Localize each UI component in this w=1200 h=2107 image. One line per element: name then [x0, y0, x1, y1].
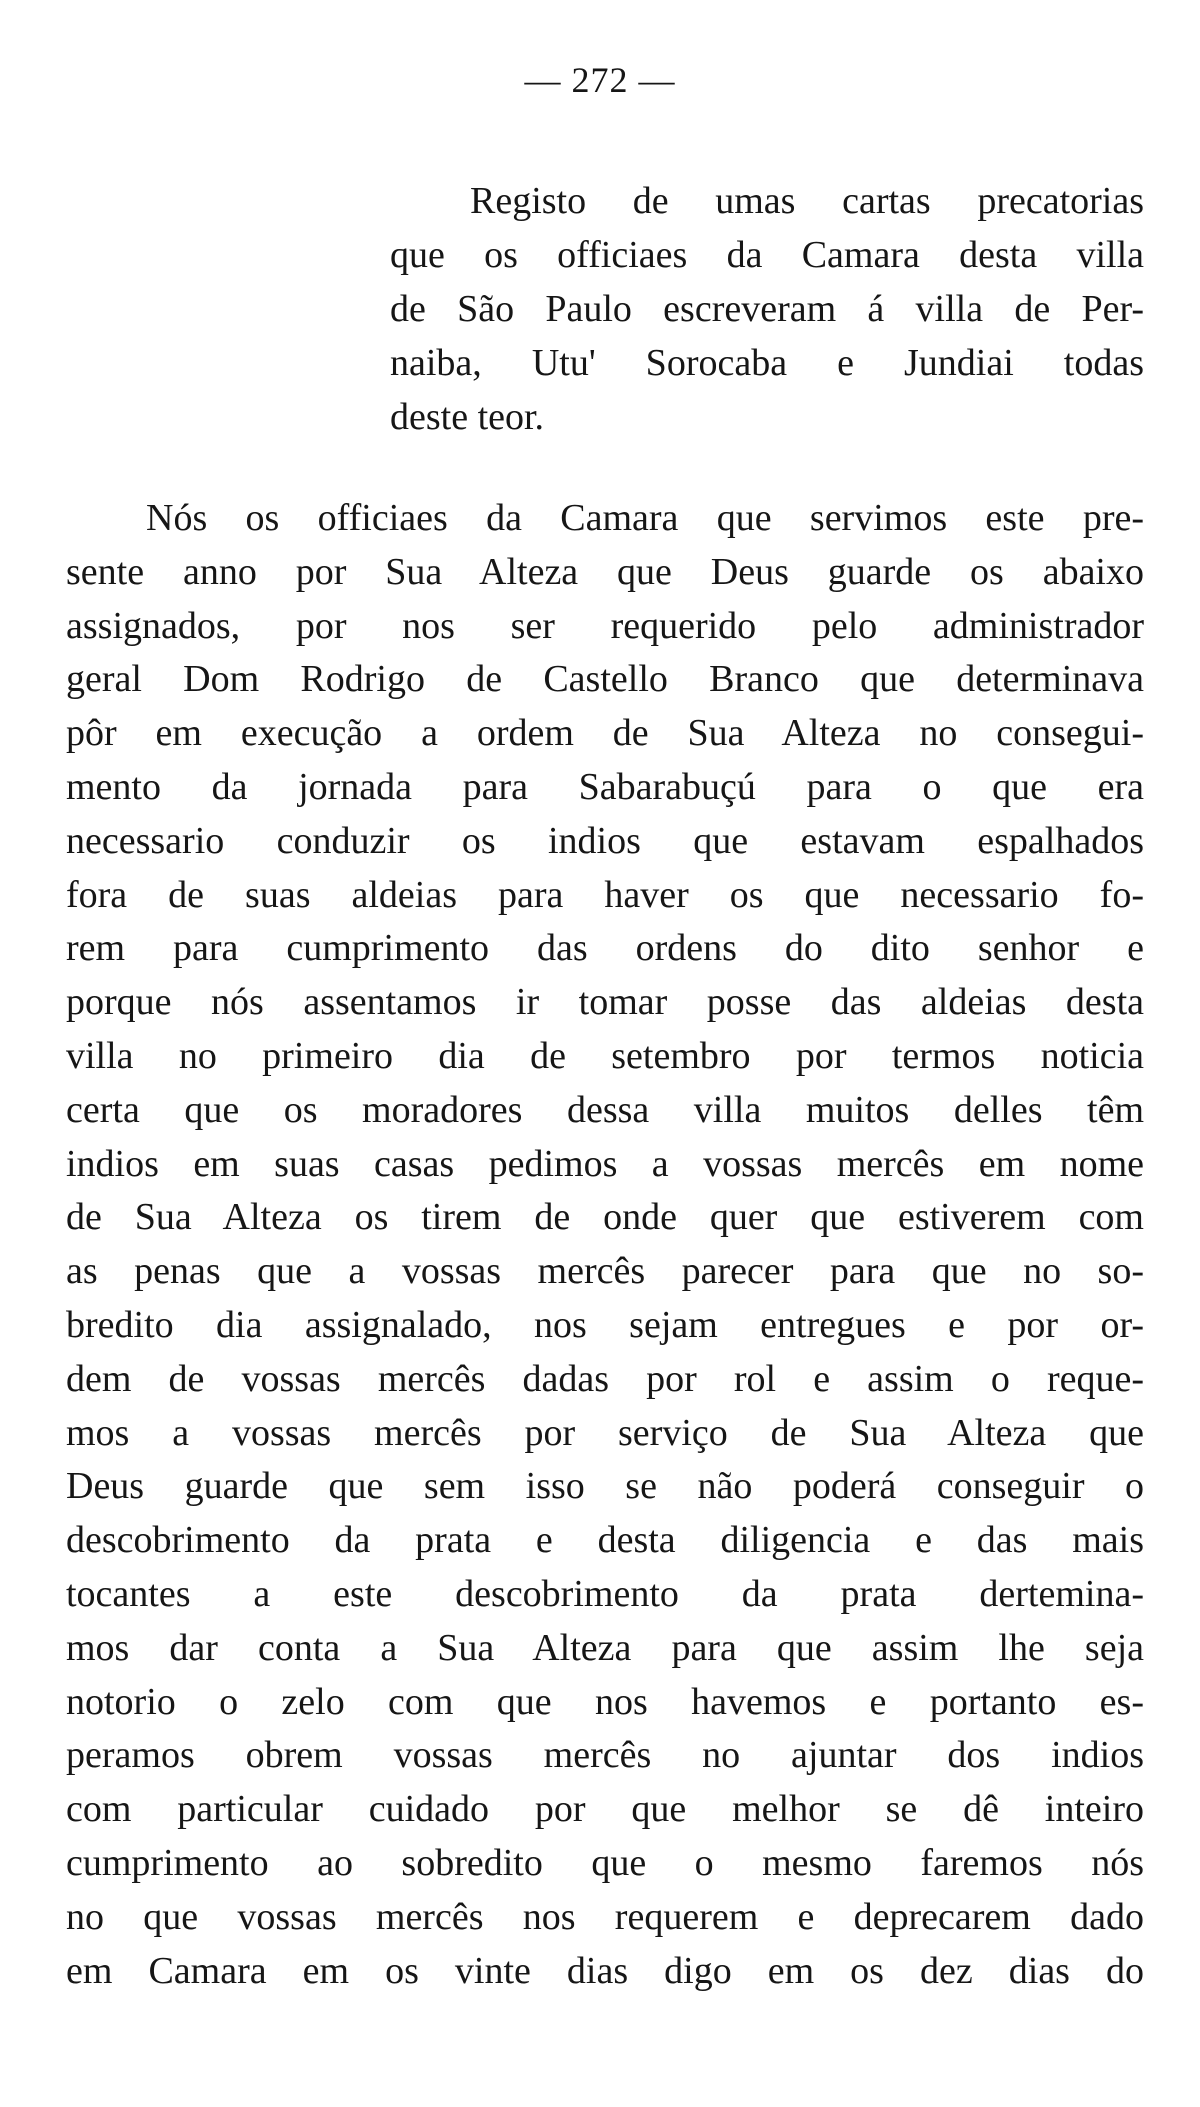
body-line: mos a vossas mercês por serviço de Sua Alteza que — [66, 1411, 1144, 1454]
body-line: assignados, por nos ser requerido pelo administrador — [66, 604, 1144, 647]
body-line: mos dar conta a Sua Alteza para que assim lhe seja — [66, 1626, 1144, 1669]
body-line: descobrimento da prata e desta diligencia e das mais — [66, 1519, 1144, 1562]
heading-line: Registo de umas cartas precatorias — [470, 180, 1144, 222]
record-heading — [390, 174, 1144, 444]
heading-line: de São Paulo escreveram á villa de Per- — [390, 288, 1144, 330]
body-line: indios em suas casas pedimos a vossas mercês em nome — [66, 1142, 1144, 1185]
body-line: dem de vossas mercês dadas por rol e assim o reque- — [66, 1357, 1144, 1400]
body-line: bredito dia assignalado, nos sejam entregues e por or- — [66, 1303, 1144, 1346]
body-line: fora de suas aldeias para haver os que necessario fo- — [66, 873, 1144, 916]
body-line: rem para cumprimento das ordens do dito senhor e — [66, 927, 1144, 970]
body-line: cumprimento ao sobredito que o mesmo faremos nós — [66, 1841, 1144, 1884]
body-line: certa que os moradores dessa villa muitos delles têm — [66, 1088, 1144, 1131]
body-line: Deus guarde que sem isso se não poderá conseguir o — [66, 1465, 1144, 1508]
body-line: pôr em execução a ordem de Sua Alteza no consegui- — [66, 712, 1144, 755]
heading-line: que os officiaes da Camara desta villa — [390, 234, 1144, 276]
heading-line: naiba, Utu' Sorocaba e Jundiai todas — [390, 342, 1144, 384]
page-number: — 272 — — [524, 60, 676, 100]
body-line: porque nós assentamos ir tomar posse das aldeias desta — [66, 981, 1144, 1024]
heading-line: deste teor. — [390, 396, 545, 438]
body-line: de Sua Alteza os tirem de onde quer que estiverem com — [66, 1196, 1144, 1239]
body-line: notorio o zelo com que nos havemos e portanto es- — [66, 1680, 1144, 1723]
body-line: tocantes a este descobrimento da prata dertemina- — [66, 1572, 1144, 1615]
letter-body — [66, 492, 1144, 1998]
body-line: geral Dom Rodrigo de Castello Branco que determinava — [66, 658, 1144, 701]
body-line: villa no primeiro dia de setembro por termos noticia — [66, 1034, 1144, 1077]
body-line: sente anno por Sua Alteza que Deus guarde os abaixo — [66, 550, 1144, 593]
body-line: as penas que a vossas mercês parecer para que no so- — [66, 1250, 1144, 1293]
body-line: com particular cuidado por que melhor se dê inteiro — [66, 1788, 1144, 1831]
body-line: peramos obrem vossas mercês no ajuntar dos indios — [66, 1734, 1144, 1777]
body-line: Nós os officiaes da Camara que servimos este pre- — [146, 497, 1144, 539]
body-line: em Camara em os vinte dias digo em os dez dias do — [66, 1949, 1144, 1992]
body-line: no que vossas mercês nos requerem e deprecarem dado — [66, 1895, 1144, 1938]
body-line: mento da jornada para Sabarabuçú para o que era — [66, 765, 1144, 808]
body-line: necessario conduzir os indios que estavam espalhados — [66, 819, 1144, 862]
